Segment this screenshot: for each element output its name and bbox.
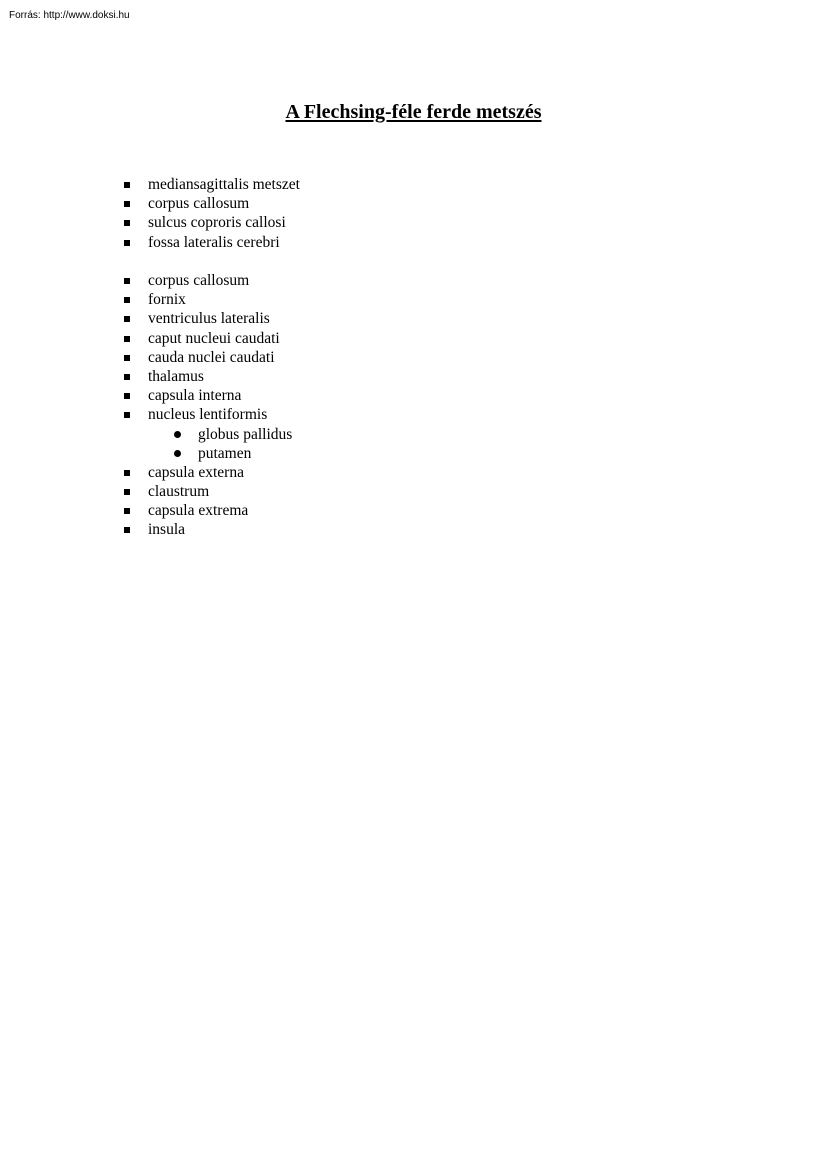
square-bullet-icon	[124, 316, 130, 322]
square-bullet-icon	[124, 240, 130, 246]
list-item-label: capsula externa	[148, 463, 244, 481]
square-bullet-icon	[124, 201, 130, 207]
sub-list-item-label: putamen	[198, 444, 252, 462]
list-item-label: sulcus coproris callosi	[148, 214, 286, 232]
square-bullet-icon	[124, 470, 130, 476]
list-item-label: nucleus lentiformis	[148, 406, 268, 424]
square-bullet-icon	[124, 355, 130, 361]
square-bullet-icon	[124, 412, 130, 418]
source-note: Forrás: http://www.doksi.hu	[9, 10, 130, 21]
list-item-label: insula	[148, 521, 186, 539]
square-bullet-icon	[124, 374, 130, 380]
square-bullet-icon	[124, 489, 130, 495]
list-item-label: mediansagittalis metszet	[148, 176, 300, 193]
list-item-label: corpus callosum	[148, 272, 250, 289]
list-item-label: ventriculus lateralis	[148, 310, 270, 328]
square-bullet-icon	[124, 393, 130, 399]
square-bullet-icon	[124, 508, 130, 514]
list-item-label: fornix	[148, 291, 186, 309]
list-item-label: capsula extrema	[148, 502, 249, 520]
list-item-label: thalamus	[148, 367, 204, 385]
list-item-label: cauda nuclei caudati	[148, 348, 275, 366]
list-item-label: claustrum	[148, 483, 210, 501]
sub-list-item-label: globus pallidus	[198, 425, 293, 443]
list-item-label: caput nucleui caudati	[148, 329, 280, 347]
list-item-label: capsula interna	[148, 387, 242, 405]
square-bullet-icon	[124, 220, 130, 226]
page-title: A Flechsing-féle ferde metszés	[285, 101, 542, 123]
round-bullet-icon	[174, 450, 181, 457]
square-bullet-icon	[124, 527, 130, 533]
square-bullet-icon	[124, 182, 130, 188]
list-item-label: fossa lateralis cerebri	[148, 233, 280, 251]
square-bullet-icon	[124, 278, 130, 284]
round-bullet-icon	[174, 431, 181, 438]
square-bullet-icon	[124, 297, 130, 303]
list-item-label: corpus callosum	[148, 195, 250, 213]
square-bullet-icon	[124, 336, 130, 342]
